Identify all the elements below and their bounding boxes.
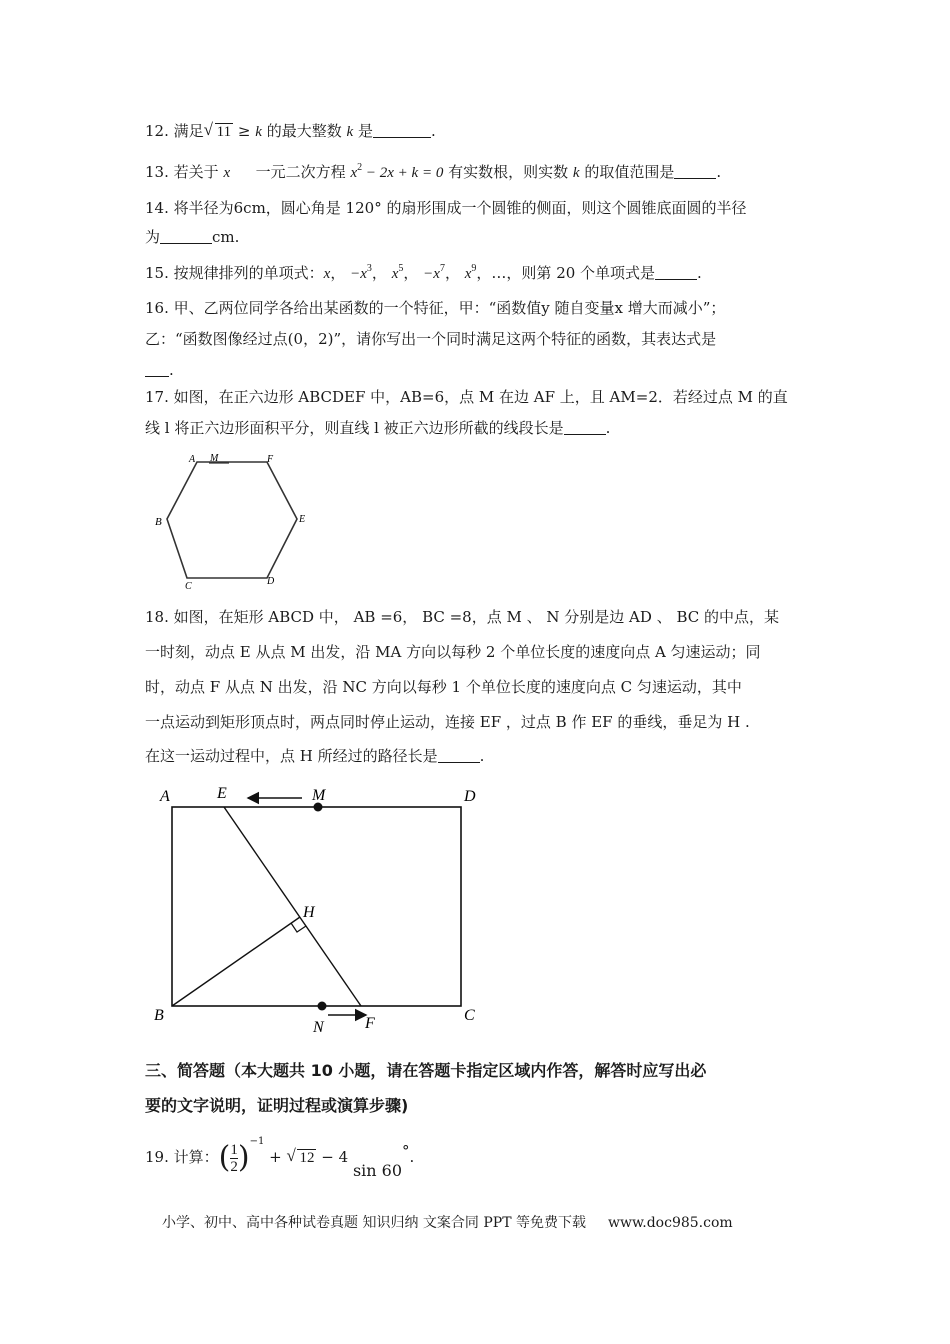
question-16-line-1: 16. 甲、乙两位同学各给出某函数的一个特征，甲：“函数值y 随自变量x 增大而减小”；: [145, 299, 726, 317]
segment-BH: [172, 917, 300, 1006]
question-number: 13.: [145, 163, 169, 181]
question-16-line-3: .: [145, 359, 174, 381]
label-F: F: [365, 1015, 375, 1032]
question-12: 12. 满足 √ 11 ≥ k 的最大整数 k 是 .: [145, 120, 436, 143]
label-E: E: [299, 514, 306, 525]
hexagon-figure: [145, 448, 315, 590]
answer-blank[interactable]: [373, 123, 431, 138]
question-18-line-2: 一时刻，动点 E 从点 M 出发，沿 MA 方向以每秒 2 个单位长度的速度向点 A 匀速运动；同: [145, 643, 761, 661]
question-18-line-5: 在这一运动过程中，点 H 所经过的路径长是 .: [145, 747, 485, 765]
question-15: 15. 按规律排列的单项式：x， $-x^3$， $x^5$， $-x^7$， $x^9$，…，则第 20 个单项式是 .: [145, 263, 702, 282]
footer-url[interactable]: www.doc985.com: [607, 1215, 733, 1231]
label-D: D: [464, 788, 476, 805]
footer-text: 小学、初中、高中各种试卷真题 知识归纳 文案合同 PPT 等免费下载: [162, 1215, 586, 1231]
answer-blank[interactable]: [145, 362, 169, 377]
answer-blank[interactable]: [438, 748, 480, 763]
point-N: [318, 1002, 327, 1011]
question-number: 15.: [145, 264, 169, 282]
question-number: 19.: [145, 1148, 169, 1166]
label-E: E: [217, 785, 227, 802]
question-16-line-2: 乙：“函数图像经过点(0，2)”，请你写出一个同时满足这两个特征的函数，其表达式是: [145, 330, 717, 348]
question-18-line-3: 时，动点 F 从点 N 出发，沿 NC 方向以每秒 1 个单位长度的速度向点 C 匀速运动，其中: [145, 678, 742, 696]
right-angle-mark: [291, 923, 306, 932]
label-D: D: [267, 576, 275, 587]
label-C: C: [464, 1007, 475, 1024]
sqrt-12: √ 12: [286, 1146, 315, 1166]
answer-blank[interactable]: [655, 265, 697, 280]
label-M: M: [210, 453, 219, 464]
section-heading-line-2: 要的文字说明，证明过程或演算步骤): [145, 1096, 409, 1115]
label-A: A: [189, 454, 196, 465]
question-14-line-2: 为 cm.: [145, 228, 240, 246]
rectangle-figure: [140, 780, 500, 1040]
answer-blank[interactable]: [674, 164, 716, 179]
question-19: 19. 计算：( $\frac{1}{2}$ )$^{-1}$ + √ 12 − 4 sin 60°.: [145, 1136, 415, 1180]
question-17-line-2: 线 l 将正六边形面积平分，则直线 l 被正六边形所截的线段长是 .: [145, 419, 611, 437]
label-F: F: [267, 454, 274, 465]
question-13: 13. 若关于 x 一元二次方程 $x^2 - 2x + k = 0$ 有实数根，则实数 k 的取值范围是 .: [145, 162, 722, 181]
label-B: B: [155, 516, 162, 528]
hexagon-shape: [167, 462, 297, 578]
label-C: C: [185, 581, 192, 590]
label-H: H: [303, 904, 315, 921]
question-18-line-1: 18. 如图，在矩形 ABCD 中， AB =6， BC =8，点 M 、 N 分别是边 AD 、 BC 的中点，某: [145, 608, 779, 626]
label-N: N: [313, 1019, 324, 1036]
equation: $x^2 - 2x + k = 0$: [350, 162, 444, 181]
segment-EF: [224, 807, 361, 1006]
question-14-line-1: 14. 将半径为6cm，圆心角是 120° 的扇形围成一个圆锥的侧面，则这个圆锥底面圆的半径: [145, 199, 747, 217]
question-17-line-1: 17. 如图，在正六边形 ABCDEF 中，AB=6，点 M 在边 AF 上，且 AM=2．若经过点 M 的直: [145, 388, 788, 406]
label-M: M: [312, 787, 326, 804]
page-footer: [162, 1212, 733, 1232]
label-A: A: [160, 788, 170, 805]
question-18-line-4: 一点运动到矩形顶点时，两点同时停止运动，连接 EF ，过点 B 作 EF 的垂线，垂足为 H .: [145, 713, 750, 731]
answer-blank[interactable]: [160, 229, 212, 244]
answer-blank[interactable]: [564, 420, 606, 435]
sqrt-11: √ 11: [203, 120, 232, 140]
sin-60: sin 60: [352, 1161, 403, 1180]
label-B: B: [154, 1007, 164, 1024]
fraction-one-half: $\frac{1}{2}$: [230, 1141, 238, 1175]
section-heading-line-1: 三、简答题（本大题共 10 小题，请在答题卡指定区域内作答，解答时应写出必: [145, 1061, 707, 1080]
question-number: 12.: [145, 122, 169, 140]
